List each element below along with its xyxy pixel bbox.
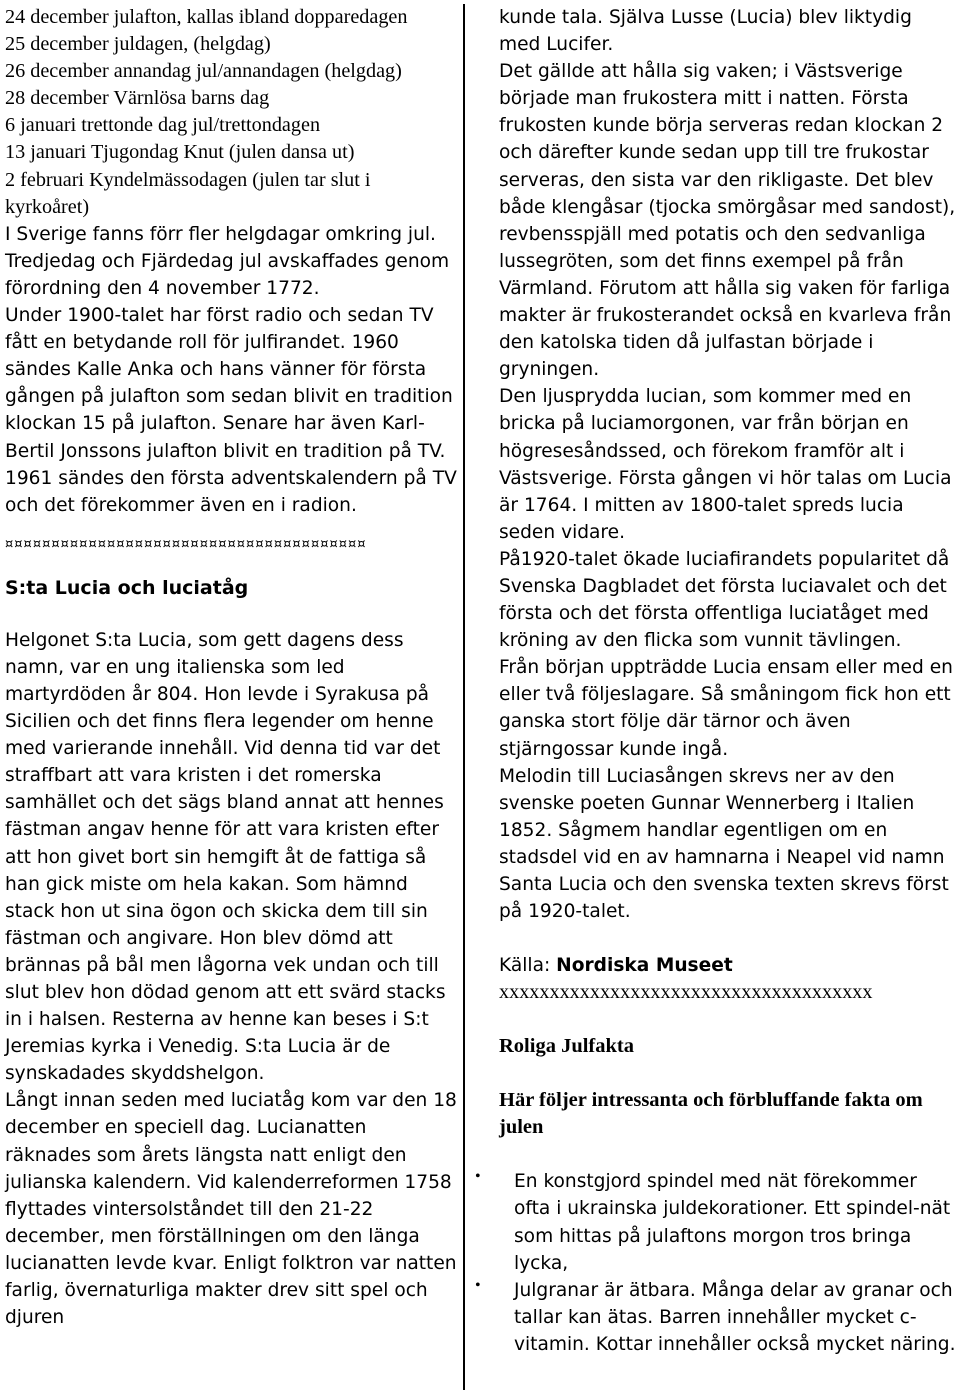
bullet-icon: • — [475, 1276, 481, 1294]
paragraph-lucia-legend: Helgonet S:ta Lucia, som gett dagens dess namn, var en ung italienska som led martyrdöden år 804. Hon levde i Syrakusa på Sicilien och det finns flera legender om henne med varierande innehåll. Vid denna tid var det straffbart att vara kristen i det romerska samhället och det sägs bland annat att hennes fästman angav henne för att vara kristen efter att hon givet bort sin hemgift åt de fattiga så han gick miste om hela kakan. Som hämnd stack hon ut sina ögon och skicka dem till sin fästman och angivare. Hon blev dömd att brännas på bål men lågorna vek undan och till slut blev hon dödad genom att ett svärd stacks in i halsen. Resterna av henne kan beses i S:t Jeremias kyrka i Venedig. S:ta Lucia är de synskadades skyddshelgon. — [5, 629, 446, 1085]
holiday-line: 24 december julafton, kallas ibland dopparedagen — [5, 6, 408, 28]
paragraph-breakfast: Det gällde att hålla sig vaken; i Västsverige började man frukostera mitt i natten. Första frukosten kunde börja serveras redan klockan 2 och därefter kunde sedan upp till tre frukostar serveras, den sista var den rikligaste. Det blev både klengåsar (tjocka smörgåsar med sandost), revbensspjäll med potatis och den sedvanliga lussegröten, som det finns exempel på från Värmland. Förutom att hålla sig vaken för farliga makter är frukosterandet också en kvarleva från den katolska tiden då julfastan började i gryningen. — [499, 61, 956, 381]
bullet-icon: • — [475, 1168, 481, 1186]
ornament-divider: ¤¤¤¤¤¤¤¤¤¤¤¤¤¤¤¤¤¤¤¤¤¤¤¤¤¤¤¤¤¤¤¤¤¤¤¤¤¤¤ — [5, 536, 367, 552]
source-name: Nordiska Museet — [556, 955, 733, 977]
holiday-line: 6 januari trettonde dag jul/trettondagen — [5, 114, 321, 137]
holiday-line: 25 december juldagen, (helgdag) — [5, 33, 271, 56]
heading-lucia: S:ta Lucia och luciatåg — [5, 576, 249, 599]
paragraph-melody: Melodin till Luciasången skrevs ner av den svenske poeten Gunnar Wennerberg i Italien 1852. Sågmem handlar egentligen om en stadsdel vid en av hamnarna i Neapel vid namn Santa Lucia och den svenska texten skrevs först på 1920-talet. — [499, 765, 949, 923]
paragraph-followers: Från början uppträdde Lucia ensam eller med en eller två följeslagare. Så småningom fick hon ett ganska stort följe där tärnor och även stjärngossar kunde ingå. — [499, 657, 953, 760]
paragraph-lucia-night: Långt innan seden med luciatåg kom var den 18 december en speciell dag. Lucianatten räknades som årets längsta natt enligt den julianska kalendern. Vid kalenderreformen 1758 flyttades vintersolståndet till den 21-22 december, men förställningen om den länga lucianatten levde kvar. Enligt folktron var natten farlig, övernaturliga makter drev sitt spel och djuren — [5, 1090, 457, 1329]
holiday-line: 13 januari Tjugondag Knut (julen dansa ut) — [5, 141, 355, 164]
source-line — [499, 952, 957, 979]
paragraph-lucia-custom: Den ljusprydda lucian, som kommer med en bricka på luciamorgonen, var från början en högresesåndssed, och förekom framför alt i Västsverige. Första gången vi hör talas om Lucia är 1764. I mitten av 1800-talet spreds lucia seden vidare. — [499, 386, 952, 543]
paragraph-tv-radio: Under 1900-talet har först radio och sedan TV fått en betydande roll för julfirandet. 1960 sändes Kalle Anka och hans vänner för första gången på julafton som sedan blivit en tradition klockan 15 på julafton. Senare har även Karl-Bertil Jonssons julafton blivit en tradition på TV. 1961 sändes den första adventskalendern på TV och det förekommer även en i radion. — [5, 305, 457, 516]
holiday-line: 28 december Värnlösa barns dag — [5, 87, 270, 110]
right-column — [475, 4, 957, 1358]
fact-text: En konstgjord spindel med nät förekommer ofta i ukrainska juldekorationer. Ett spindel-nät som hittas på julaftons morgon tros bringa lycka, — [514, 1171, 951, 1274]
x-divider: xxxxxxxxxxxxxxxxxxxxxxxxxxxxxxxxxxxxx — [499, 981, 873, 1004]
source-prefix: Källa: — [499, 955, 557, 977]
left-column — [5, 4, 457, 1331]
heading-facts-intro: Här följer intressanta och förbluffande fakta om julen — [499, 1089, 923, 1139]
paragraph-lusse: kunde tala. Själva Lusse (Lucia) blev liktydig med Lucifer. — [499, 7, 912, 56]
holiday-line: I Sverige fanns förr fler helgdagar omkring jul. — [5, 223, 436, 245]
holiday-line: 26 december annandag jul/annandagen (helgdag) — [5, 60, 402, 83]
column-divider — [463, 4, 465, 1390]
list-item — [475, 1276, 957, 1358]
holiday-line: 2 februari Kyndelmässodagen (julen tar slut i kyrkoåret) — [5, 168, 371, 218]
facts-list — [475, 1168, 957, 1358]
paragraph-1920s: På1920-talet ökade luciafirandets popularitet då Svenska Dagbladet det första luciavalet och det första och det första offentliga luciatåget med kröning av den flicka som vunnit tävlingen. — [499, 548, 950, 652]
fact-text: Julgranar är ätbara. Många delar av granar och tallar kan ätas. Barren innehåller mycket c-vitamin. Kottar innehåller också mycket näring. — [514, 1279, 956, 1355]
paragraph-abolished-holidays: Tredjedag och Fjärdedag jul avskaffades genom förordning den 4 november 1772. — [5, 250, 450, 299]
list-item — [475, 1168, 957, 1276]
holiday-list — [5, 4, 457, 248]
heading-fun-facts: Roliga Julfakta — [499, 1035, 634, 1058]
